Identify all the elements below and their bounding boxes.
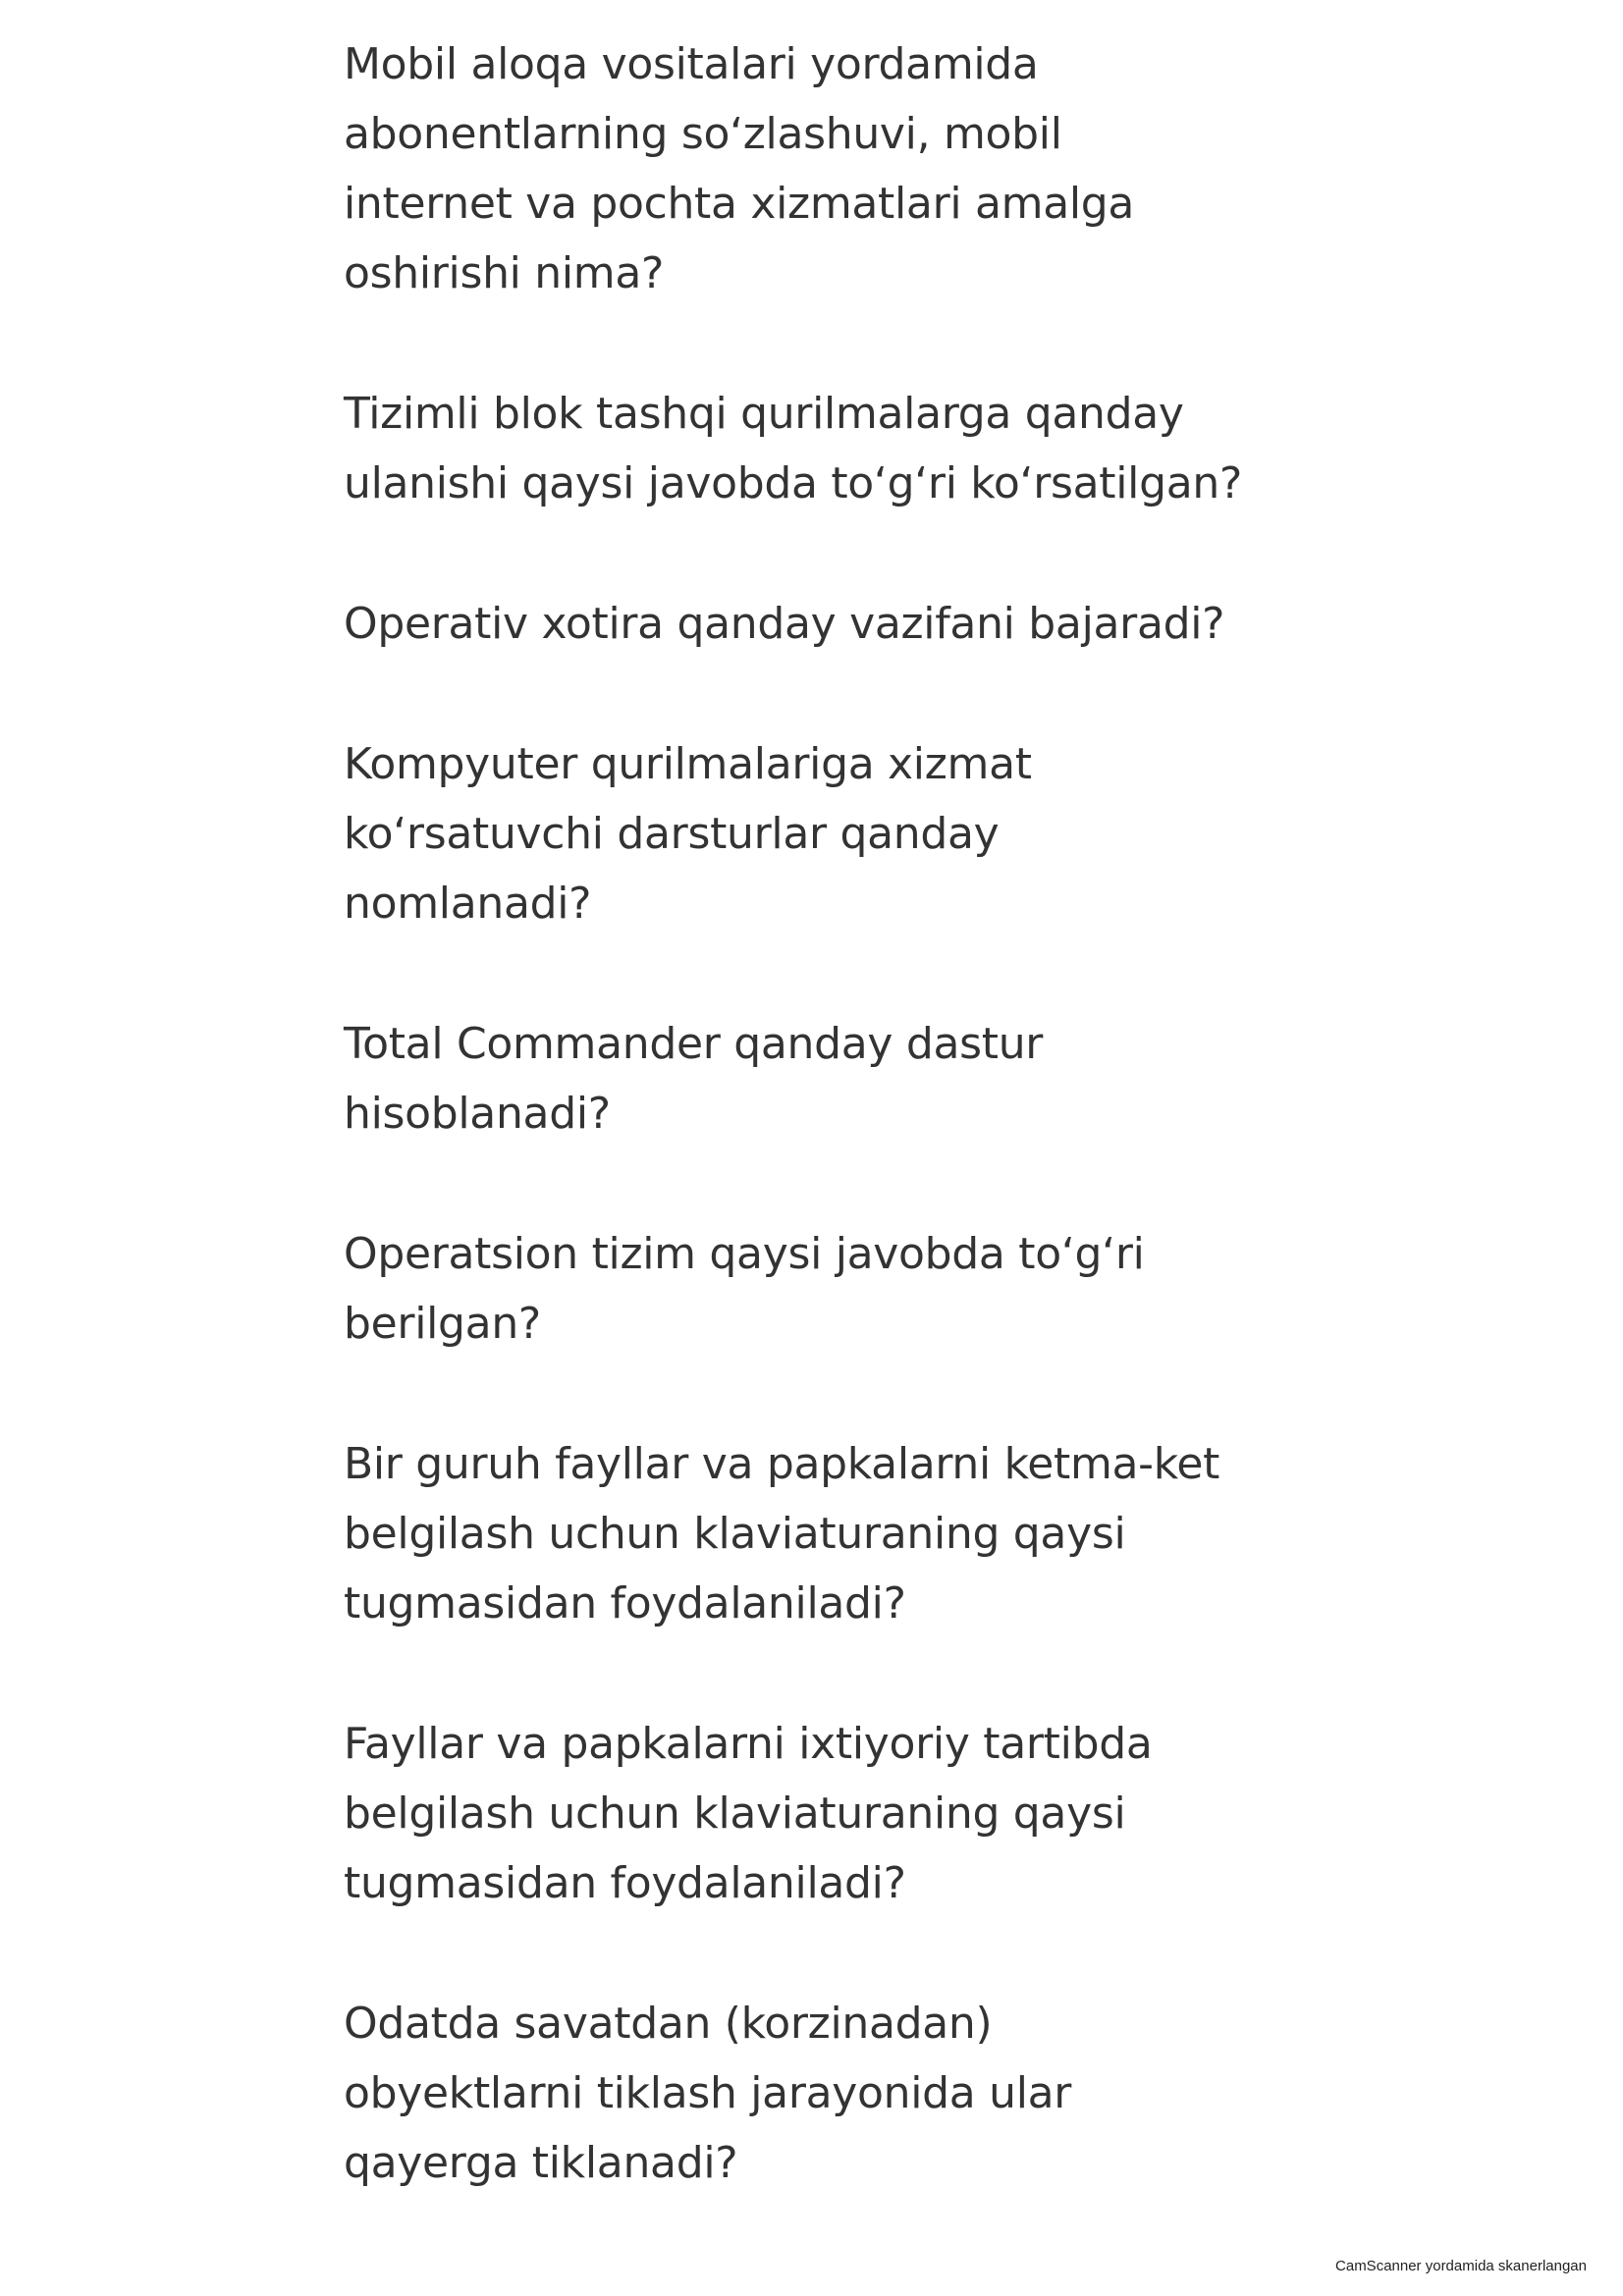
question-line: ulanishi qaysi javobda to‘g‘ri ko‘rsatilgan?: [344, 458, 1243, 508]
question-line: Odatda savatdan (korzinadan): [344, 1999, 993, 2049]
question-line: Operatsion tizim qaysi javobda to‘g‘ri: [344, 1229, 1145, 1279]
question-8: [344, 1709, 1325, 1918]
question-3: [344, 589, 1325, 659]
question-line: abonentlarning so‘zlashuvi, mobil: [344, 109, 1062, 159]
question-line: tugmasidan foydalaniladi?: [344, 1578, 906, 1629]
question-line: qayerga tiklanadi?: [344, 2138, 738, 2188]
question-line: Mobil aloqa vositalari yordamida: [344, 39, 1039, 89]
question-line: Kompyuter qurilmalariga xizmat: [344, 739, 1032, 789]
question-line: oshirishi nima?: [344, 248, 665, 298]
question-line: Fayllar va papkalarni ixtiyoriy tartibda: [344, 1719, 1153, 1769]
question-1: [344, 29, 1325, 308]
question-line: belgilash uchun klaviaturaning qaysi: [344, 1509, 1126, 1559]
question-list: [344, 29, 1325, 2269]
question-5: [344, 1009, 1325, 1148]
question-line: berilgan?: [344, 1299, 541, 1349]
question-line: internet va pochta xizmatlari amalga: [344, 179, 1135, 229]
question-4: [344, 729, 1325, 938]
question-9: [344, 1989, 1325, 2198]
question-line: hisoblanadi?: [344, 1089, 611, 1139]
question-line: obyektlarni tiklash jarayonida ular: [344, 2068, 1072, 2118]
scanner-watermark: CamScanner yordamida skanerlangan: [1335, 2258, 1587, 2274]
question-line: Operativ xotira qanday vazifani bajaradi?: [344, 599, 1225, 649]
question-line: Tizimli blok tashqi qurilmalarga qanday: [344, 389, 1184, 439]
question-2: [344, 379, 1325, 518]
question-6: [344, 1219, 1325, 1359]
question-line: ko‘rsatuvchi darsturlar qanday: [344, 809, 1000, 859]
question-line: tugmasidan foydalaniladi?: [344, 1858, 906, 1908]
question-line: Bir guruh fayllar va papkalarni ketma-ket: [344, 1439, 1220, 1489]
question-line: Total Commander qanday dastur: [344, 1019, 1044, 1069]
question-line: nomlanadi?: [344, 879, 592, 929]
question-7: [344, 1429, 1325, 1638]
question-line: belgilash uchun klaviaturaning qaysi: [344, 1789, 1126, 1839]
